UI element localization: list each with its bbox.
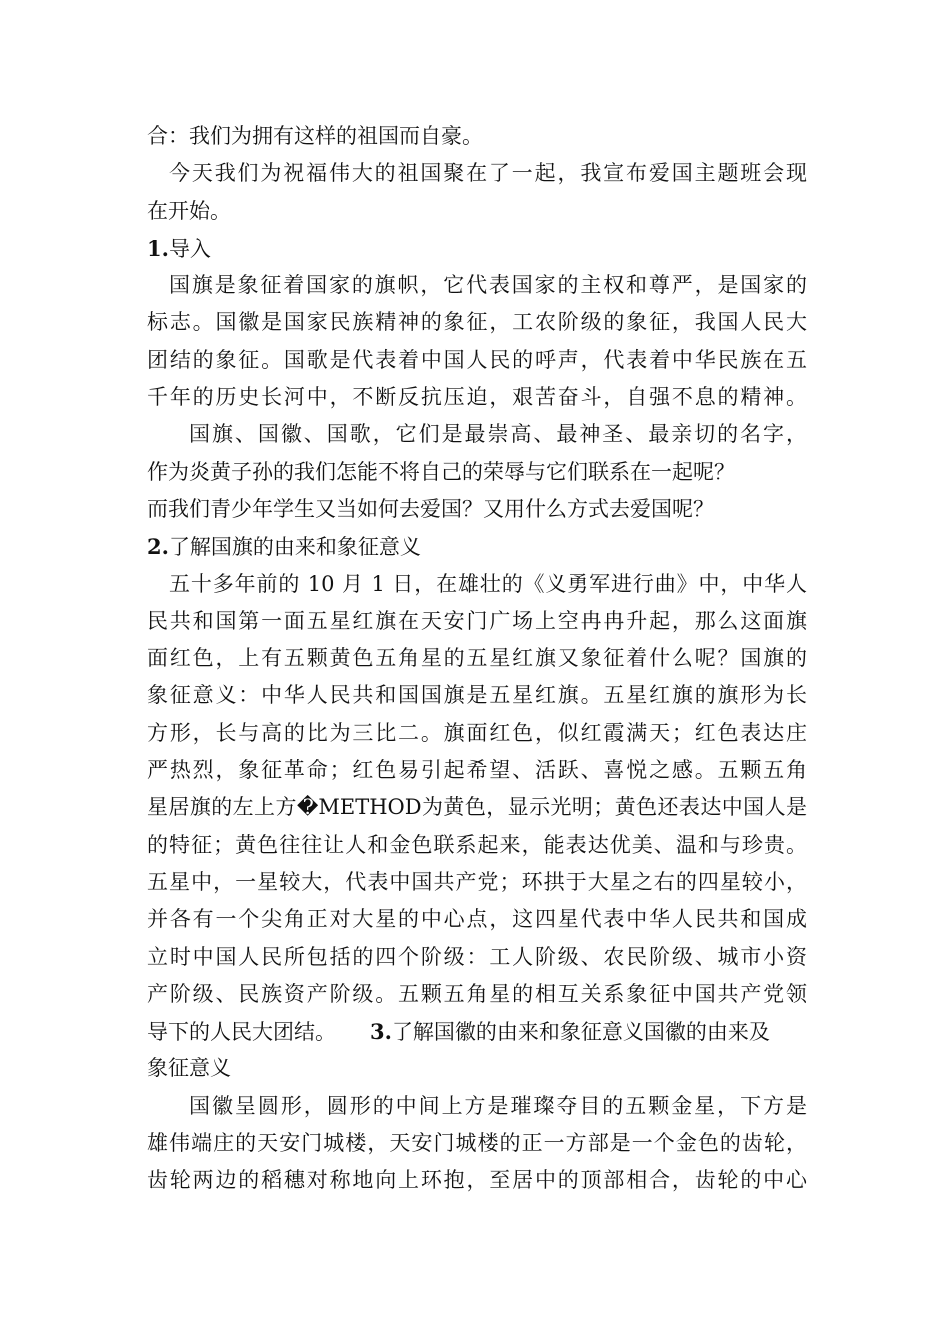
text-line: [147, 789, 807, 826]
text-line: [147, 118, 807, 155]
line-text: 国旗是象征着国家的旗帜，它代表国家的主权和尊严，是国家的: [169, 273, 807, 298]
line-text: 面红色，上有五颗黄色五角星的五星红旗又象征着什么呢？国旗的: [147, 646, 807, 671]
line-text: 作为炎黄子孙的我们怎能不将自己的荣辱与它们联系在一起呢？: [147, 459, 735, 484]
line-text: 方形，长与高的比为三比二。旗面红色，似红霞满天；红色表达庄: [147, 720, 807, 745]
text-line: [147, 528, 807, 565]
line-text: 齿轮两边的稻穗对称地向上环抱，至居中的顶部相合，齿轮的中心: [147, 1168, 807, 1193]
line-text: 了解国旗的由来和象征意义: [168, 535, 421, 560]
text-line: [147, 155, 807, 192]
text-line: [147, 379, 807, 416]
line-text: 象征意义: [147, 1056, 231, 1081]
text-line: [147, 230, 807, 267]
document-body: [147, 118, 807, 1200]
text-line: [147, 566, 807, 603]
line-text: 国徽呈圆形，圆形的中间上方是璀璨夺目的五颗金星，下方是: [189, 1093, 807, 1118]
line-text: 合：我们为拥有这样的祖国而自豪。: [147, 124, 483, 148]
text-line: [147, 603, 807, 640]
line-text: 了解国徽的由来和象征意义国徽的由来及: [391, 1020, 770, 1045]
text-line: [147, 1125, 807, 1162]
line-text: 雄伟端庄的天安门城楼，天安门城楼的正一方部是一个金色的齿轮，: [147, 1131, 807, 1156]
line-text: 国旗、国徽、国歌，它们是最崇高、最神圣、最亲切的名字，: [189, 422, 807, 447]
text-line: [147, 976, 807, 1013]
line-text: 而我们青少年学生又当如何去爱国？又用什么方式去爱国呢？: [147, 496, 714, 521]
section-number: 1.: [147, 235, 169, 261]
line-text: 象征意义：中华人民共和国国旗是五星红旗。五星红旗的旗形为长: [147, 683, 807, 708]
section-number: 3.: [370, 1019, 392, 1045]
text-line: [147, 267, 807, 304]
text-line: [147, 454, 807, 491]
text-line: [147, 827, 807, 864]
line-text: 在开始。: [147, 198, 231, 223]
line-text: 五十多年前的 10 月 1 日，在雄壮的《义勇军进行曲》中，中华人: [169, 571, 807, 596]
text-line: [147, 864, 807, 901]
text-line: [147, 491, 807, 528]
line-text: 导入: [168, 236, 211, 261]
line-text: 立时中国人民所包括的四个阶级：工人阶级、农民阶级、城市小资: [147, 944, 807, 969]
text-line: [147, 304, 807, 341]
line-text: 今天我们为祝福伟大的祖国聚在了一起，我宣布爱国主题班会现: [169, 161, 807, 186]
line-text: 严热烈，象征革命；红色易引起希望、活跃、喜悦之感。五颗五角: [147, 758, 807, 783]
text-line: [147, 1162, 807, 1199]
line-text: 星居旗的左上方�METHOD为黄色，显示光明；黄色还表达中国人是: [147, 795, 807, 820]
line-text: 的特征；黄色往往让人和金色联系起来，能表达优美、温和与珍贵。: [147, 832, 807, 857]
text-line: [147, 416, 807, 453]
line-text: 五星中，一星较大，代表中国共产党；环拱于大星之右的四星较小，: [147, 869, 807, 894]
line-text: 团结的象征。国歌是代表着中国人民的呼声，代表着中华民族在五: [147, 347, 807, 372]
text-line: [147, 677, 807, 714]
line-text: 民共和国第一面五星红旗在天安门广场上空冉冉升起，那么这面旗: [147, 608, 807, 633]
text-line: [147, 1088, 807, 1125]
line-text: 千年的历史长河中，不断反抗压迫，艰苦奋斗，自强不息的精神。: [147, 385, 807, 410]
text-line: [147, 640, 807, 677]
text-line: [147, 901, 807, 938]
text-line: [147, 1013, 807, 1050]
line-text: 导下的人民大团结。: [147, 1020, 336, 1045]
line-text: 并各有一个尖角正对大星的中心点，这四星代表中华人民共和国成: [147, 907, 807, 932]
line-text: 标志。国徽是国家民族精神的象征，工农阶级的象征，我国人民大: [147, 310, 807, 335]
text-line: [147, 752, 807, 789]
text-line: [147, 1050, 807, 1087]
text-line: [147, 939, 807, 976]
line-text: 产阶级、民族资产阶级。五颗五角星的相互关系象征中国共产党领: [147, 981, 807, 1006]
text-line: [147, 193, 807, 230]
text-line: [147, 342, 807, 379]
section-number: 2.: [147, 534, 169, 560]
text-line: [147, 715, 807, 752]
